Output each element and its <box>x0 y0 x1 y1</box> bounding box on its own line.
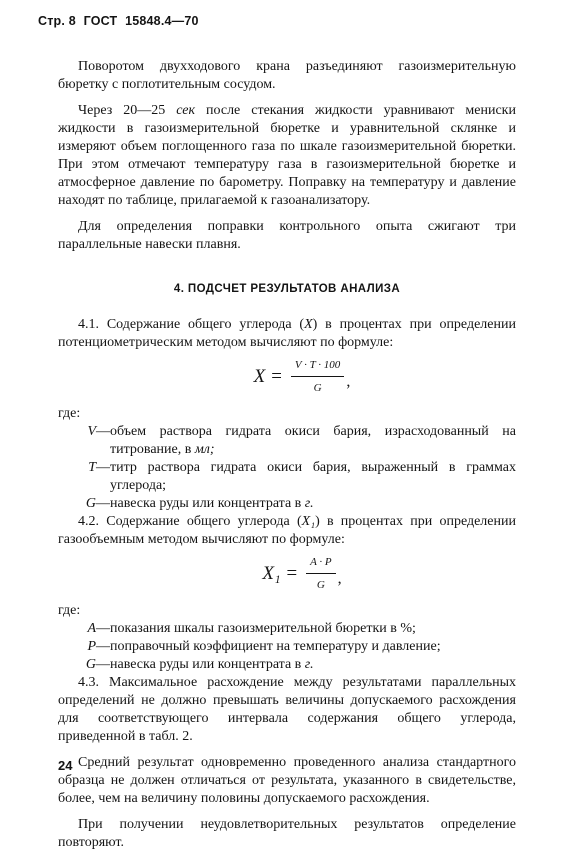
paragraph-end-1: 4.3. Максимальное расхождение между результатами параллельных определений не должно превышать величины допускаемого расхождения для соответствующего интервала содержания общего углерода, приведенной в табл. 2. <box>58 675 516 744</box>
formula-x1-denominator: G <box>316 579 325 591</box>
header-standard-number: 15848.4—70 <box>125 14 199 28</box>
definition-dash: — <box>96 496 110 511</box>
definition-text: титр раствора гидрата окиси бария, выраженный в граммах углерода; <box>110 460 516 493</box>
where-label-1: где: <box>58 406 81 421</box>
paragraph-end-3: При получении неудовлетворительных результатов определение повторяют. <box>58 817 516 850</box>
definition-text: навеска руды или концентрата в г. <box>110 657 314 672</box>
formula-x1-fraction <box>306 553 336 594</box>
formula-x-tail: , <box>346 373 351 390</box>
definition-text: объем раствора гидрата окиси бария, израсходованный на титрование, в мл; <box>110 424 516 457</box>
definitions-2 <box>58 620 516 674</box>
definition-text: показания шкалы газоизмерительной бюретки в %; <box>110 621 416 636</box>
formula-x1-tail: , <box>337 570 342 587</box>
definition-item <box>58 620 516 638</box>
page-number: 24 <box>58 758 73 773</box>
definition-symbol: A <box>87 621 96 636</box>
page-body <box>58 58 516 852</box>
definitions-1 <box>58 423 516 513</box>
definition-symbol: G <box>85 496 96 511</box>
definition-dash: — <box>96 460 110 475</box>
definition-dash: — <box>96 639 110 654</box>
definition-symbol: V <box>87 424 96 439</box>
top-paragraphs <box>58 58 516 254</box>
formula-x-denominator: G <box>313 382 322 394</box>
definition-symbol: P <box>87 639 96 654</box>
header-standard: ГОСТ <box>83 14 118 28</box>
paragraph-1: Поворотом двухходового крана разъединяют газоизмерительную бюретку с поглотительным сосудом. <box>58 59 516 92</box>
definition-item <box>58 656 516 674</box>
formula-x <box>88 356 516 397</box>
where-label-2: где: <box>58 603 81 618</box>
formula-x1-lhs: X₁ = <box>262 562 299 584</box>
definition-text: поправочный коэффициент на температуру и давление; <box>110 639 441 654</box>
definition-dash: — <box>96 621 110 636</box>
definition-item <box>58 495 516 513</box>
paragraph-end-2: Средний результат одновременно проведенного анализа стандартного образца не должен отличаться от результата, указанного в свидетельстве, более, чем на величину половины допускаемого расхождения. <box>58 755 516 806</box>
definition-dash: — <box>96 657 110 672</box>
definition-symbol: G <box>85 657 96 672</box>
formula-x1-numerator: A · P <box>306 553 336 574</box>
header-page-label: Стр. 8 <box>38 14 76 28</box>
definition-item <box>58 423 516 459</box>
formula-x-lhs: X = <box>253 365 283 387</box>
formula-x-fraction <box>291 356 344 397</box>
formula-x-numerator: V · T · 100 <box>291 356 344 377</box>
definition-symbol: T <box>88 460 96 475</box>
paragraph-4-1: 4.1. Содержание общего углерода (X) в процентах при определении потенциометрическим методом вычисляют по формуле: <box>58 317 516 350</box>
section-title: 4. ПОДСЧЕТ РЕЗУЛЬТАТОВ АНАЛИЗА <box>173 283 401 295</box>
definition-text: навеска руды или концентрата в г. <box>110 496 314 511</box>
page-header <box>38 14 199 28</box>
bottom-paragraphs <box>58 674 516 852</box>
definition-item <box>58 638 516 656</box>
paragraph-4-2: 4.2. Содержание общего углерода (X₁) в процентах при определении газообъемным методом вычисляют по формуле: <box>58 514 516 547</box>
formula-x1 <box>88 553 516 594</box>
definition-item <box>58 459 516 495</box>
paragraph-2: Через 20—25 сек после стекания жидкости уравнивают мениски жидкости в газоизмерительной бюретке и уравнительной склянке и измеряют объем поглощенного газа по шкале газоизмерительной бюретки. При этом отмечают температуру газа в газоизмерительной бюретке и атмосферное давление по барометру. Поправку на температуру и давление находят по таблице, прилагаемой к газоанализатору. <box>58 103 516 208</box>
definition-dash: — <box>96 424 110 439</box>
paragraph-3: Для определения поправки контрольного опыта сжигают три параллельные навески плавня. <box>58 219 516 252</box>
